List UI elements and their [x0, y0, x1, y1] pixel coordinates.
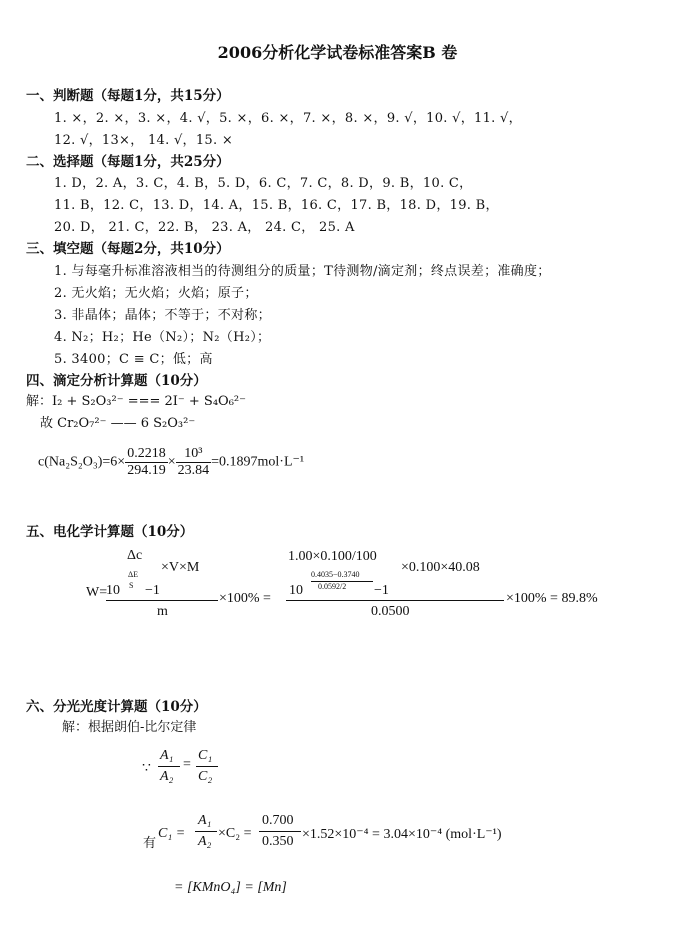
section-3-line-1: 1. 与每毫升标准溶液相当的待测组分的质量；T待测物/滴定剂；终点误差；准确度； — [54, 264, 551, 279]
right-denominator: 0.0500 — [371, 604, 410, 619]
section-6-heading: 六、分光光度计算题（10分） — [26, 699, 207, 715]
a1-eq-num: A₁ — [198, 813, 212, 828]
section-3-line-4: 4. N₂；H₂；He（N₂）；N₂（H₂）； — [54, 330, 271, 345]
a1-label: A₁ — [160, 748, 174, 763]
minus1-right: −1 — [374, 583, 389, 598]
right-numerator: 1.00×0.100/100 — [288, 549, 377, 564]
fraction-mass-num: 0.2218 — [127, 446, 166, 461]
because-symbol: ∵ — [142, 761, 151, 776]
section-3-line-3: 3. 非晶体；晶体；不等于；不对称； — [54, 308, 271, 323]
ratio-c-bar — [196, 766, 218, 767]
value-bar — [259, 831, 301, 832]
right-times: ×0.100×40.08 — [401, 560, 480, 575]
section-2-line-3: 20. D， 21. C，22. B， 23. A， 24. C， 25. A — [54, 220, 355, 235]
pow10-left: 10 — [106, 583, 120, 598]
section-2-heading: 二、选择题（每题1分，共25分） — [26, 154, 230, 170]
delta-c-label: Δc — [127, 548, 143, 563]
s-label: S — [129, 581, 134, 590]
section-1-line-2: 12. √，13×， 14. √，15. × — [54, 133, 234, 148]
pct-left: ×100% = — [219, 591, 271, 606]
section-2-line-2: 11. B，12. C，13. D，14. A，15. B，16. C，17. B，18. D，19. B， — [54, 198, 499, 213]
concentration-equation — [38, 446, 304, 479]
calc-lhs: c(Na₂S₂O₃)=6× — [38, 454, 126, 470]
section-3-line-5: 5. 3400；C ≡ C；低；高 — [54, 352, 213, 367]
final-equality: = [KMnO₄] = [Mn] — [174, 880, 287, 895]
section-4-ratio: 故 Cr₂O₇²⁻ —— 6 S₂O₃²⁻ — [40, 416, 196, 431]
value-0700: 0.700 — [262, 813, 294, 828]
page-title: 2006分析化学试卷标准答案B 卷 — [217, 43, 458, 62]
ratio-a-bar — [158, 766, 180, 767]
section-5-heading: 五、电化学计算题（10分） — [26, 524, 194, 540]
section-4-heading: 四、滴定分析计算题（10分） — [26, 373, 207, 389]
section-4-reaction: 解：I₂ + S₂O₃²⁻ === 2I⁻ + S₄O₆²⁻ — [26, 394, 246, 409]
section-3-line-2: 2. 无火焰；无火焰；火焰；原子； — [54, 286, 258, 301]
exponent-numerator: 0.4035−0.3740 — [311, 570, 360, 579]
fraction-bar-right — [286, 600, 504, 601]
you-label: 有 — [143, 836, 157, 851]
a2-label: A₂ — [160, 769, 174, 784]
v-times-m: ×V×M — [161, 560, 200, 575]
minus1-left: −1 — [145, 583, 160, 598]
calc-times: × — [167, 454, 176, 470]
fraction-volume — [176, 446, 212, 479]
section-6-intro: 解：根据朗伯-比尔定律 — [62, 720, 197, 735]
result-concentration: ×1.52×10⁻⁴ = 3.04×10⁻⁴ (mol·L⁻¹) — [302, 827, 502, 842]
fraction-mass — [125, 446, 168, 479]
fraction-mass-den: 294.19 — [127, 463, 166, 478]
a2-eq-den: A₂ — [198, 834, 212, 849]
m-label: m — [157, 604, 168, 619]
section-2-line-1: 1. D，2. A，3. C，4. B，5. D，6. C，7. C，8. D，9. B，10. C， — [54, 176, 473, 191]
w-label: W= — [86, 585, 108, 600]
fraction-volume-den: 23.84 — [177, 463, 210, 478]
c2-label: C₂ — [198, 769, 213, 784]
c1-equation: C₁ = — [158, 826, 186, 841]
pow10-right: 10 — [289, 583, 303, 598]
fraction-bar-left — [106, 600, 218, 601]
value-0350: 0.350 — [262, 834, 294, 849]
section-3-heading: 三、填空题（每题2分，共10分） — [26, 241, 230, 257]
exponent-denominator: 0.0592/2 — [318, 582, 347, 591]
section-1-heading: 一、判断题（每题1分，共15分） — [26, 88, 230, 104]
fraction-volume-num: 10³ — [184, 446, 203, 461]
eq-a-bar — [195, 831, 217, 832]
section-1-line-1: 1. ×，2. ×，3. ×，4. √，5. ×，6. ×，7. ×，8. ×，9. √，10. √，11. √， — [54, 111, 522, 126]
delta-e-label: ΔE — [128, 570, 139, 579]
calc-result: =0.1897mol·L⁻¹ — [211, 454, 305, 470]
result-percent: ×100% = 89.8% — [506, 591, 598, 606]
equals-sign: = — [183, 757, 191, 772]
c1-label: C₁ — [198, 748, 213, 763]
times-c2: ×C₂ = — [218, 826, 252, 841]
